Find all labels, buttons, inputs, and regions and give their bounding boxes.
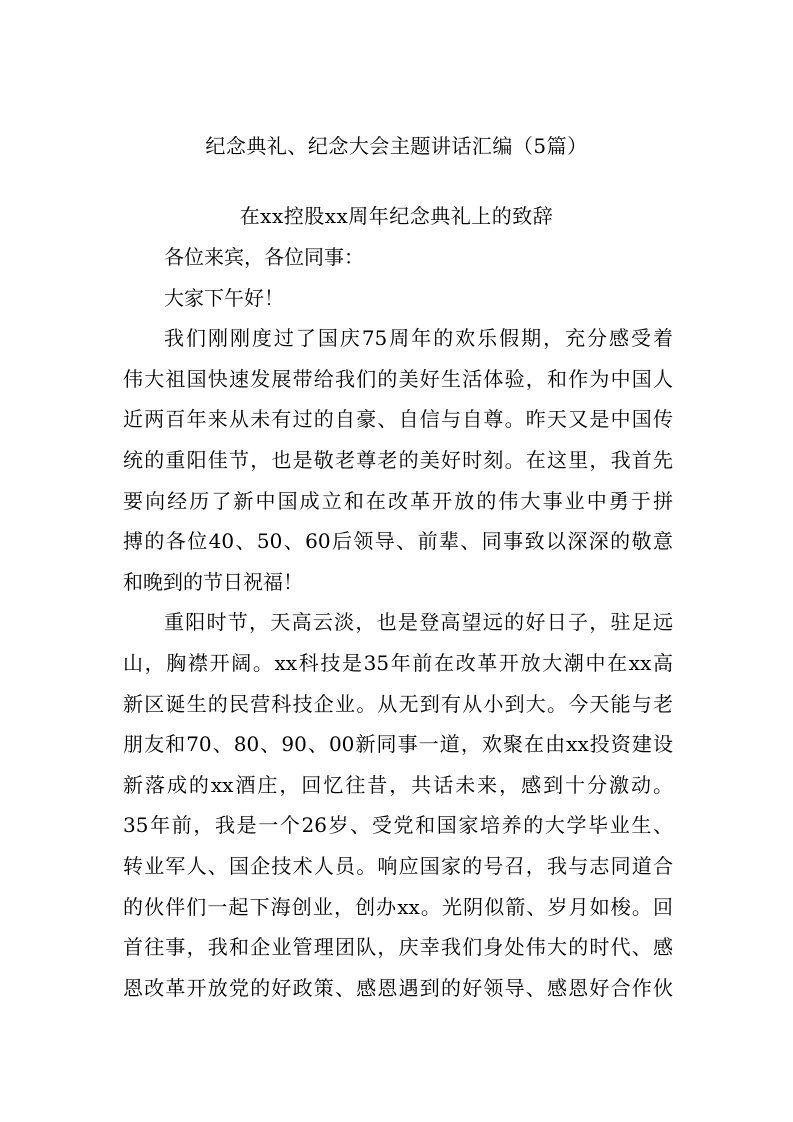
speech-body (123, 237, 673, 1008)
body-line: 和晚到的节日祝福！ (123, 569, 303, 594)
body-line: 朋友和70、80、90、00新同事一道，欢聚在由xx投资建设 (123, 732, 673, 757)
body-line: 的伙伴们一起下海创业，创办xx。光阴似箭、岁月如梭。回 (123, 894, 673, 919)
body-line: 伟大祖国快速发展带给我们的美好生活体验，和作为中国人 (123, 366, 673, 391)
body-line: 山，胸襟开阔。xx科技是35年前在改革开放大潮中在xx高 (123, 650, 673, 675)
body-line: 我们刚刚度过了国庆75周年的欢乐假期，充分感受着 (164, 326, 673, 351)
speech-title: 在xx控股xx周年纪念典礼上的致辞 (239, 204, 554, 228)
body-line: 新落成的xx酒庄，回忆往昔，共话未来，感到十分激动。 (123, 772, 673, 797)
body-line: 要向经历了新中国成立和在改革开放的伟大事业中勇于拼 (123, 488, 673, 513)
body-line: 重阳时节，天高云淡，也是登高望远的好日子，驻足远 (164, 610, 673, 635)
greeting-line: 大家下午好！ (164, 285, 284, 310)
body-line: 统的重阳佳节，也是敬老尊老的美好时刻。在这里，我首先 (123, 447, 673, 472)
body-line: 35年前，我是一个26岁、受党和国家培养的大学毕业生、 (123, 813, 673, 838)
document-title: 纪念典礼、纪念大会主题讲话汇编（5篇） (205, 134, 588, 158)
body-line: 恩改革开放党的好政策、感恩遇到的好领导、感恩好合作伙 (123, 975, 673, 1000)
body-line: 近两百年来从未有过的自豪、自信与自尊。昨天又是中国传 (123, 407, 673, 432)
body-line: 转业军人、国企技术人员。响应国家的号召，我与志同道合 (123, 853, 673, 878)
salutation-line: 各位来宾，各位同事： (164, 245, 364, 269)
body-line: 首往事，我和企业管理团队，庆幸我们身处伟大的时代、感 (123, 935, 673, 960)
body-line: 新区诞生的民营科技企业。从无到有从小到大。今天能与老 (123, 691, 673, 716)
body-line: 搏的各位40、50、60后领导、前辈、同事致以深深的敬意 (123, 529, 673, 554)
